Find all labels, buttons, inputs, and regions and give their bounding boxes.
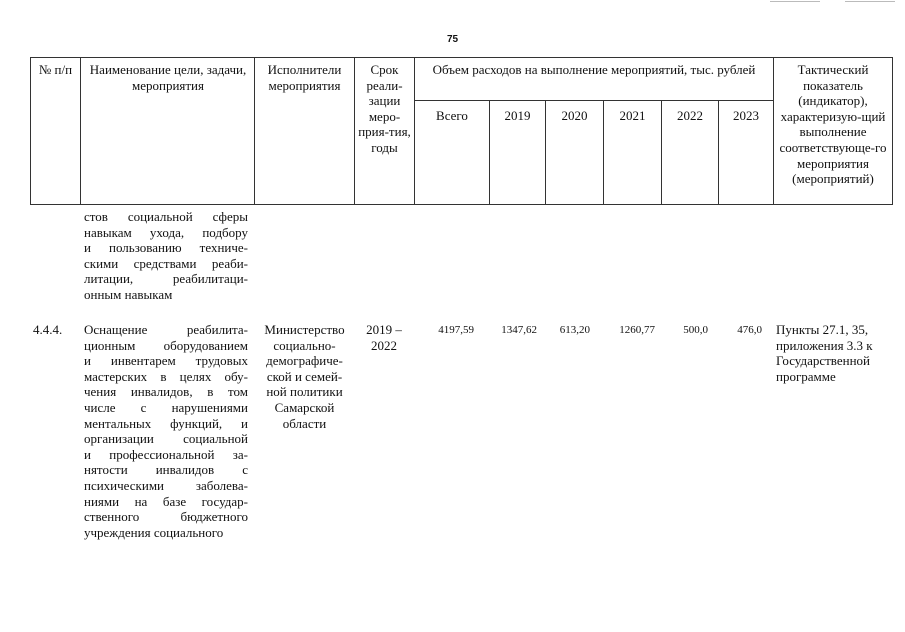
header-number: № п/п [38, 62, 73, 77]
header-year-2023: 2023 [733, 108, 759, 123]
row-name-line: мастерских в целях обу- [84, 368, 248, 384]
row-executor [256, 322, 353, 431]
row-executor-line: ной политики [266, 384, 343, 400]
continuation-line: и пользованию техниче- [84, 240, 248, 256]
continuation-line: навыкам ухода, подбору [84, 224, 248, 240]
row-executor-line: Самарской [274, 399, 335, 415]
continuation-line: литации, реабилитаци- [84, 271, 248, 287]
row-executor-line: демографиче- [266, 353, 343, 369]
row-value-2020: 613,20 [559, 324, 590, 336]
continuation-text [84, 209, 248, 303]
row-name [84, 322, 248, 540]
header-total: Всего [436, 108, 468, 123]
header-year-2020: 2020 [561, 108, 588, 123]
header-expenses: Объем расходов на выполнение мероприятий, тыс. рублей [432, 62, 756, 77]
row-name-line: организации социальной [84, 431, 248, 447]
row-name-line: Оснащение реабилита- [84, 322, 248, 337]
row-name-line: нятости инвалидов с [84, 462, 248, 478]
continuation-line: скими средствами реаби- [84, 255, 248, 271]
row-total: 4197,59 [438, 324, 474, 336]
row-name-line: и инвентарем трудовых [84, 353, 248, 369]
row-name-line: и профессиональной за- [84, 446, 248, 462]
row-name-line: ственного бюджетного [84, 509, 248, 525]
row-value-2019: 1347,62 [501, 324, 537, 336]
row-name-line: чения инвалидов, в том [84, 384, 248, 400]
row-value-2023: 476,0 [737, 324, 762, 336]
row-indicator: Пункты 27.1, 35, приложения 3.3 к Государственной программе [776, 322, 873, 384]
header-name: Наименование цели, задачи, мероприятия [89, 62, 247, 93]
row-name-line: ниями на базе государ- [84, 493, 248, 509]
row-executor-line: ской и семей- [266, 368, 343, 384]
row-number: 4.4.4. [33, 322, 63, 337]
row-executor-line: Министерство [264, 322, 345, 337]
header-executors: Исполнители мероприятия [267, 62, 342, 93]
row-term: 2019 – 2022 [366, 322, 402, 353]
header-term: Срок реали-зации меро-прия-тия, годы [358, 62, 411, 155]
continuation-line: онным навыкам [84, 286, 173, 302]
row-name-line: учреждения социального [84, 524, 224, 540]
row-name-line: ционным оборудованием [84, 337, 248, 353]
header-year-2019: 2019 [504, 108, 531, 123]
header-year-2022: 2022 [677, 108, 703, 123]
row-value-2022: 500,0 [683, 324, 708, 336]
row-executor-line: области [282, 415, 327, 431]
continuation-line: стов социальной сферы [84, 209, 248, 224]
row-name-line: ментальных функций, и [84, 415, 248, 431]
row-name-line: психическими заболева- [84, 477, 248, 493]
scan-mark [845, 1, 895, 2]
scan-mark [770, 1, 820, 2]
row-executor-line: социально- [273, 337, 336, 353]
row-value-2021: 1260,77 [619, 324, 655, 336]
page-number: 75 [446, 34, 459, 45]
header-year-2021: 2021 [619, 108, 646, 123]
header-indicator: Тактический показатель (индикатор), характеризую-щий выполнение соответствующе-го мероприятия (мероприятий) [779, 62, 887, 187]
row-name-line: числе с нарушениями [84, 399, 248, 415]
